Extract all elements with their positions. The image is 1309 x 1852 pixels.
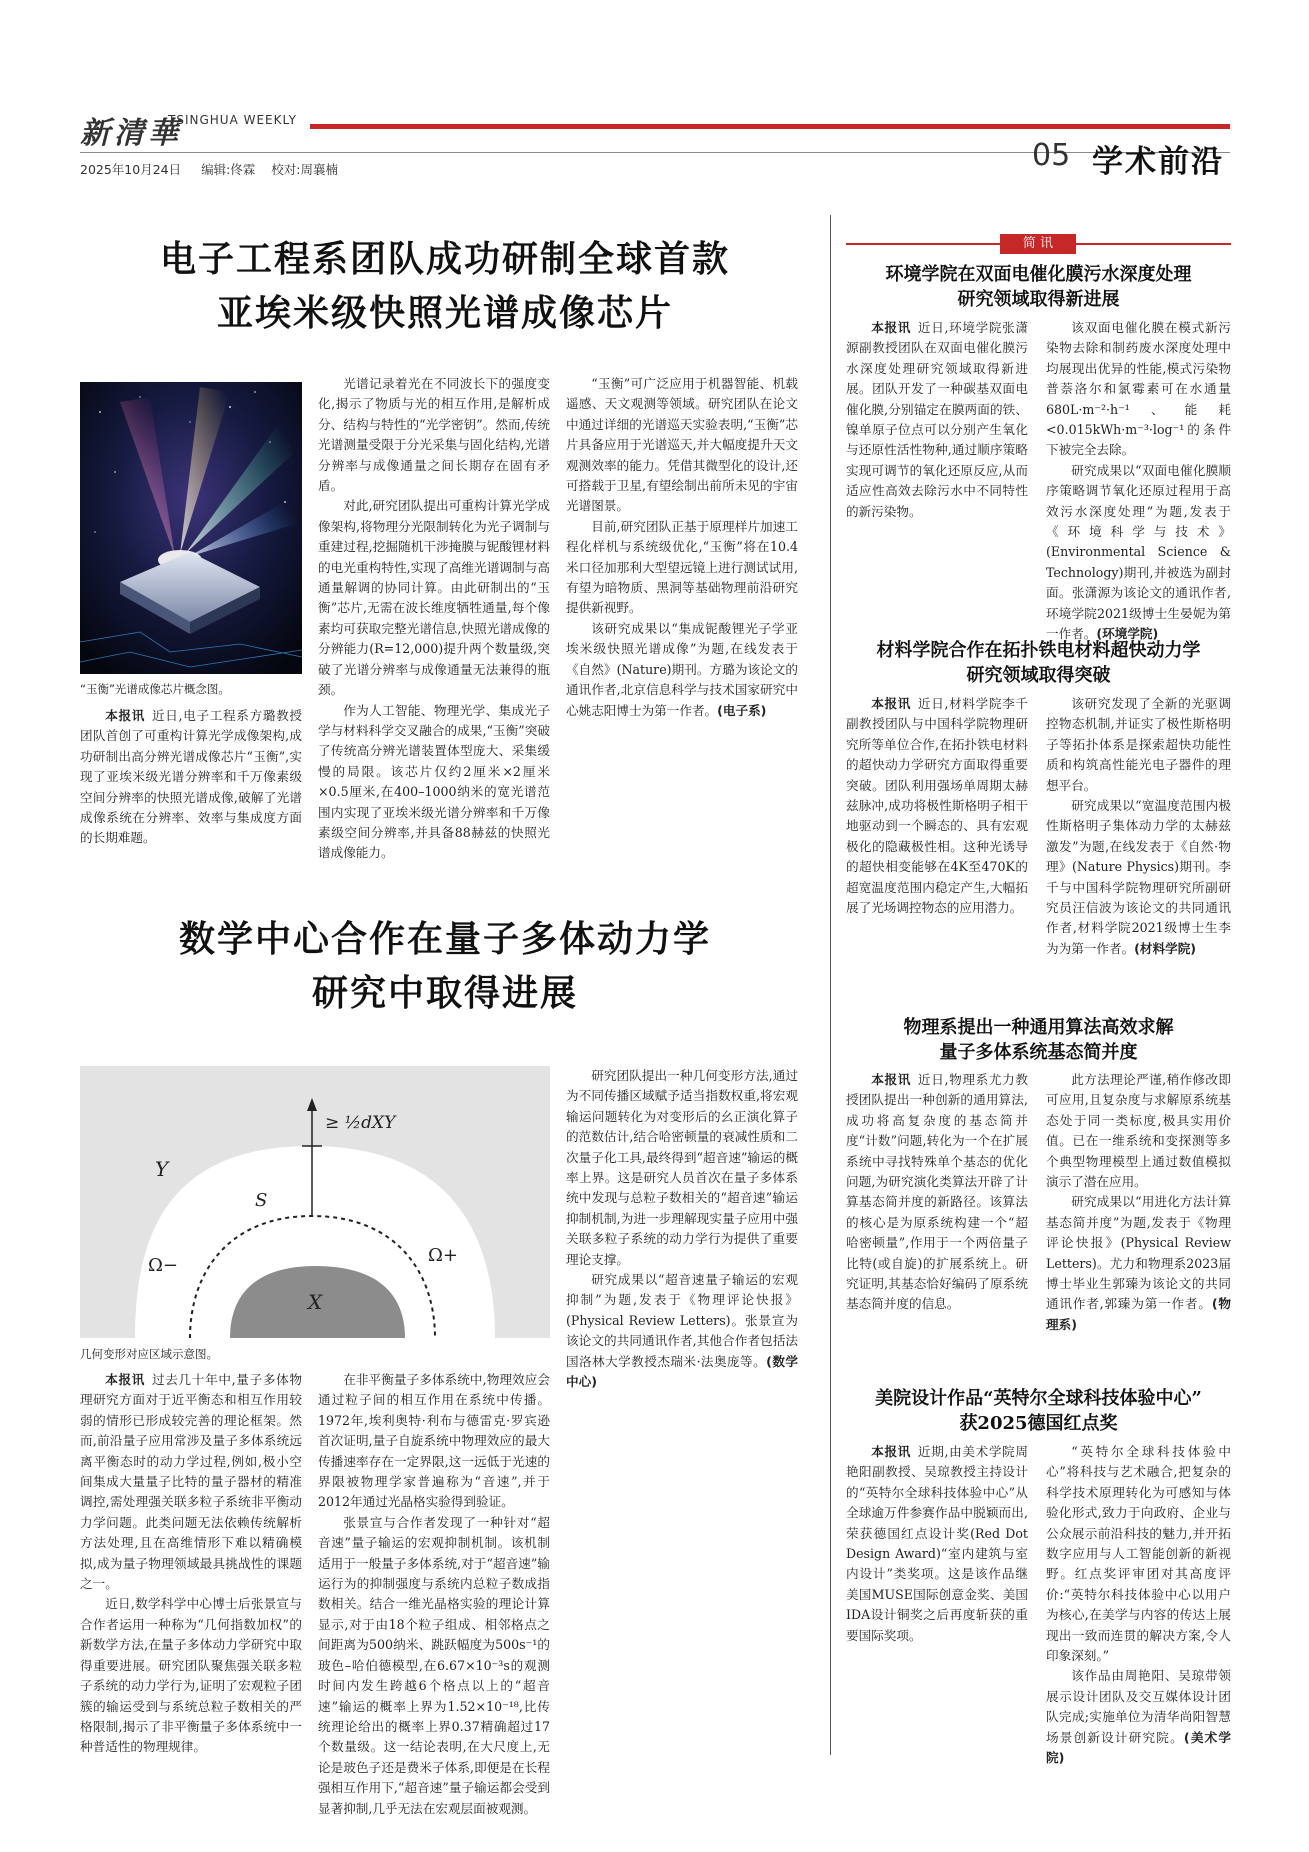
brief2-col1	[846, 694, 1028, 1010]
brief3-title-line2: 量子多体系统基态简并度	[939, 1042, 1138, 1063]
article2-p1: 过去几十年中,量子多体物理研究方面对于近平衡态和相互作用较弱的情形已形成较完善的理论框架。然而,前沿量子应用常涉及量子多体系统远离平衡态时的动力学过程,例如,极小空间集成大量量子比特的量子器材的精准调控,需处理强关联多粒子系统非平衡动力学问题。此类问题无法依赖传统解析方法处理,且在高维情形下难以精确模拟,成为量子物理领域最具挑战性的课题之一。	[80, 1372, 302, 1592]
article1-p4: 作为人工智能、物理光学、集成光子学与材料科学交叉融合的成果,“玉衡”突破了传统高分辨光谱装置体型庞大、采集缓慢的局限。该芯片仅约2厘米×2厘米×0.5厘米,在400–1000纳米的宽光谱范围内实现了亚埃米级光谱分辨率和千万像素级空间分辨率,并具备88赫兹的快照光谱成像能力。	[318, 702, 550, 861]
brief1-col1	[846, 318, 1028, 626]
article1-lead: 本报讯	[105, 708, 146, 723]
brief4-source: (美术学院)	[1046, 1729, 1231, 1766]
geometry-figure	[80, 1066, 550, 1338]
article2-col1	[80, 1370, 302, 1755]
brief4-col2	[1046, 1442, 1231, 1766]
article1-p1: 近日,电子工程系方璐教授团队首创了可重构计算光学成像架构,成功研制出高分辨光谱成像芯片“玉衡”,实现了亚埃米级光谱分辨率和千万像素级空间分辨率的快照光谱成像,破解了光谱成像系统在分辨率、效率与集成度方面的长期难题。	[80, 708, 302, 846]
figure-label-omega-plus: Ω+	[428, 1245, 459, 1266]
masthead-logo: 新清華	[80, 116, 182, 151]
brief1-lead: 本报讯	[871, 320, 911, 335]
column-divider	[830, 215, 831, 1755]
article2-col3	[566, 1066, 798, 1750]
brief1-col2	[1046, 318, 1231, 642]
brief4-title-line1: 美院设计作品“英特尔全球科技体验中心”	[875, 1388, 1202, 1409]
brief3-col2	[1046, 1070, 1231, 1378]
masthead-rule-red	[310, 124, 1230, 129]
briefs-header	[1000, 234, 1076, 254]
article2-p2: 近日,数学科学中心博士后张景宣与合作者运用一种称为“几何指数加权”的新数学方法,在量子多体动力学研究中取得重要进展。研究团队聚焦强关联多粒子系统的动力学行为,证明了宏观粒子团簇的输运受到与系统总粒子数相关的严格限制,揭示了非平衡量子多体系统中一种普适性的物理规律。	[80, 1596, 302, 1755]
brief1-title-line2: 研究领域取得新进展	[957, 289, 1120, 310]
article2-p3: 在非平衡量子多体系统中,物理效应会通过粒子间的相互作用在系统中传播。1972年,埃利奥特·利布与德雷克·罗宾逊首次证明,量子自旋系统中物理效应的最大传播速率存在一定界限,这一远低于光速的界限被物理学家普遍称为“音速”,并于2012年通过光晶格实验得到验证。	[318, 1372, 550, 1510]
article2-title-line2: 研究中取得进展	[311, 972, 578, 1014]
brief2-title	[846, 638, 1231, 688]
figure-label-s: S	[255, 1190, 268, 1211]
article2-p4: 张景宣与合作者发现了一种针对“超音速”量子输运的宏观抑制机制。该机制适用于一般量子多体系统,对于“超音速”输运行为的抑制强度与系统内总粒子数成指数相关。结合一维光晶格实验的理论计算显示,对于由18个粒子组成、相邻格点之间距离为500纳米、跳跃幅度为500s⁻¹的玻色–哈伯德模型,在6.67×10⁻³s的观测时间内发生跨越6个格点以上的“超音速”输运的概率上界为1.52×10⁻¹⁸,比传统理论给出的概率上界0.37精确超过17个数量级。这一结论表明,在大尺度上,无论是玻色子还是费米子体系,即便是在长程强相互作用下,“超音速”量子输运都会受到显著抑制,几乎无法在宏观层面被观测。	[318, 1514, 550, 1816]
brief4-title	[846, 1386, 1231, 1436]
article2-source: (数学中心)	[566, 1353, 798, 1390]
brief1-p1: 近日,环境学院张潇源副教授团队在双面电催化膜污水深度处理研究领域取得新进展。团队开发了一种碳基双面电催化膜,分别锚定在膜两面的铁、镍单原子位点可以分别产生氧化与还原性活性物种,通过顺序策略实现可调节的氧化还原反应,从而适应性高效去除污水中不同特性的新污染物。	[846, 320, 1028, 519]
brief3-title-line1: 物理系提出一种通用算法高效求解	[903, 1017, 1174, 1038]
article1-p3: 对此,研究团队提出可重构计算光学成像架构,将物理分光限制转化为光子调制与重建过程,挖掘随机干涉掩膜与铌酸锂材料的电光重构特性,实现了高维光谱调制与高通量解调的协同计算。由此研制出的“玉衡”芯片,无需在波长维度牺牲通量,每个像素均可获取完整光谱信息,快照光谱成像的分辨能力(R=12,000)提升两个数量级,突破了光谱分辨率与成像通量无法兼得的瓶颈。	[318, 498, 550, 698]
brief2-title-line1: 材料学院合作在拓扑铁电材料超快动力学	[876, 640, 1201, 661]
brief3-title	[846, 1015, 1231, 1065]
masthead-english: TSINGHUA WEEKLY	[168, 113, 297, 127]
brief2-p3: 研究成果以“宽温度范围内极性斯格明子集体动力学的太赫兹激发”为题,在线发表于《自然·物理》(Nature Physics)期刊。李千与中国科学院物理研究所副研究员汪信波为该论文的共同通讯作者,材料学院2021级博士生李为为第一作者。	[1046, 798, 1231, 956]
masthead-proofreader: 校对:周襄楠	[271, 162, 338, 177]
article1-col1	[80, 706, 302, 849]
brief4-p3: 该作品由周艳阳、吴琼带领展示设计团队及交互媒体设计团队完成;实施单位为清华尚阳智慧场景创新设计研究院。	[1046, 1668, 1231, 1745]
article1-title	[80, 232, 810, 340]
brief4-p2: “英特尔全球科技体验中心”将科技与艺术融合,把复杂的科学技术原理转化为可感知与体验化形式,致力于向政府、企业与公众展示前沿科技的魅力,并开拓数字应用与人工智能创新的新视野。红点奖评审团对其高度评价:“英特尔科技体验中心以用户为核心,在美学与内容的传达上展现出一致而连贯的解决方案,令人印象深刻。”	[1046, 1444, 1231, 1664]
brief2-source: (材料学院)	[1134, 940, 1197, 956]
article1-p7: 该研究成果以“集成铌酸锂光子学亚埃米级快照光谱成像”为题,在线发表于《自然》(Nature)期刊。方璐为该论文的通讯作者,北京信息科学与技术国家研究中心姚志阳博士为第一作者。	[566, 620, 798, 718]
article1-col2	[318, 374, 550, 874]
article1-title-line1: 电子工程系团队成功研制全球首款	[159, 238, 730, 280]
brief2-p1: 近日,材料学院李千副教授团队与中国科学院物理研究所等单位合作,在拓扑铁电材料的超快动力学研究方面取得重要突破。团队利用强场单周期太赫兹脉冲,成功将极性斯格明子相干地驱动到一个瞬态的、具有宏观极化的隐藏极性相。这种光诱导的超快相变能够在4K至470K的超宽温度范围内稳定产生,大幅拓展了光场调控物态的应用潜力。	[846, 696, 1028, 916]
brief1-p3: 研究成果以“双面电催化膜顺序策略调节氧化还原过程用于高效污水深度处理”为题,发表于《环境科学与技术》(Environmental Science & Technology)期刊,并被选为副封面。张潇源为该论文的通讯作者,环境学院2021级博士生晏妮为第一作者。	[1046, 462, 1231, 642]
brief2-lead: 本报讯	[871, 696, 911, 711]
brief2-p2: 该研究发现了全新的光驱调控物态机制,并证实了极性斯格明子等拓扑体系是探索超快功能性质和构筑高性能光电子器件的理想平台。	[1046, 696, 1231, 793]
article2-col2	[318, 1370, 550, 1816]
brief1-title	[846, 262, 1231, 312]
figure-label-x: X	[308, 1290, 323, 1314]
brief4-lead: 本报讯	[871, 1444, 911, 1459]
section-name: 学术前沿	[1092, 144, 1224, 180]
brief3-source: (物理系)	[1046, 1296, 1231, 1332]
brief3-p1: 近日,物理系尤力教授团队提出一种创新的通用算法,成功将高复杂度的基态简并度“计数”问题,转化为一个在扩展系统中寻找特殊单个基态的优化问题,为研究演化类算法开辟了计算基态简并度的新路径。该算法的核心是为原系统构建一个“超哈密顿量”,作用于一个两倍量子比特(或自旋)的扩展系统上。研究证明,其基态恰好编码了原系统基态简并度的信息。	[846, 1072, 1028, 1312]
brief3-p2: 此方法理论严谨,稍作修改即可应用,且复杂度与求解原系统基态处于同一类标度,极具实用价值。已在一维系统和变探测等多个典型物理模型上通过数值模拟演示了潜在应用。	[1046, 1072, 1231, 1190]
article2-image-caption: 几何变形对应区域示意图。	[80, 1347, 218, 1361]
figure-label-bound: ≥ ½dXY	[325, 1113, 396, 1133]
masthead	[0, 0, 1309, 180]
brief1-title-line1: 环境学院在双面电催化膜污水深度处理	[885, 264, 1192, 285]
article2-lead: 本报讯	[105, 1372, 146, 1387]
masthead-info	[80, 160, 338, 178]
article2-title	[80, 912, 810, 1020]
article1-p5: “玉衡”可广泛应用于机器智能、机载遥感、天文观测等领域。研究团队在论文中通过详细的光谱巡天实验表明,“玉衡”芯片具备应用于光谱巡天,并大幅度提升天文观测效率的能力。凭借其微型化的设计,还可搭载于卫星,有望绘制出前所未见的宇宙光谱图景。	[566, 376, 798, 514]
brief4-p1: 近期,由美术学院周艳阳副教授、吴琼教授主持设计的“英特尔全球科技体验中心”从全球逾万件参赛作品中脱颖而出,荣获德国红点设计奖(Red Dot Design Award)“室内建筑与室内设计”类奖项。这是该作品继美国MUSE国际创意金奖、美国IDA设计铜奖之后再度斩获的重要国际奖项。	[846, 1444, 1028, 1643]
brief2-col2	[1046, 694, 1231, 1010]
brief3-p3: 研究成果以“用进化方法计算基态简并度”为题,发表于《物理评论快报》(Physical Review Letters)。尤力和物理系2023届博士毕业生郭臻为该论文的共同通讯作者,郭臻为第一作者。	[1046, 1194, 1231, 1312]
article1-col3	[566, 374, 798, 884]
brief1-p2: 该双面电催化膜在模式新污染物去除和制药废水深度处理中均展现出优异的性能,模式污染物普萘洛尔和氯霉素可在水通量680L·m⁻²·h⁻¹、能耗<0.015kWh·m⁻³·log⁻¹的条件下被完全去除。	[1046, 320, 1231, 458]
page-number: 05	[1032, 138, 1071, 173]
article2-p6: 研究成果以“超音速量子输运的宏观抑制”为题,发表于《物理评论快报》(Physical Review Letters)。张景宣为该论文的共同通讯作者,其他合作者包括法国洛林大学教授杰瑞米·法奥庞等。	[566, 1272, 798, 1369]
brief2-title-line2: 研究领域取得突破	[966, 665, 1111, 686]
article1-p6: 目前,研究团队正基于原理样片加速工程化样机与系统级优化,“玉衡”将在10.4米口径加那利大型望远镜上进行测试试用,有望为暗物质、黑洞等基础物理前沿研究提供新视野。	[566, 518, 798, 616]
chip-concept-image	[80, 382, 302, 674]
article1-image-caption: “玉衡”光谱成像芯片概念图。	[80, 682, 230, 696]
article1-title-line2: 亚埃米级快照光谱成像芯片	[216, 292, 673, 334]
article2-title-line1: 数学中心合作在量子多体动力学	[178, 918, 711, 960]
figure-label-y: Y	[155, 1157, 169, 1181]
article1-p2: 光谱记录着光在不同波长下的强度变化,揭示了物质与光的相互作用,是解析成分、结构与特性的“光学密钥”。然而,传统光谱测量受限于分光采集与固化结构,光谱分辨率与成像通量之间长期存在固有矛盾。	[318, 376, 550, 494]
brief3-col1	[846, 1070, 1028, 1378]
masthead-editor: 编辑:佟霖	[201, 162, 256, 177]
brief4-title-line2: 获2025德国红点奖	[959, 1413, 1118, 1434]
article1-source: (电子系)	[717, 702, 767, 718]
brief3-lead: 本报讯	[871, 1072, 911, 1087]
masthead-date: 2025年10月24日	[80, 162, 182, 177]
briefs-header-label: 简 讯	[1022, 236, 1054, 251]
article2-p5: 研究团队提出一种几何变形方法,通过为不同传播区域赋予适当指数权重,将宏观输运问题转化为对变形后的幺正演化算子的范数估计,结合哈密顿量的衰减性质和二次量子化工具,最终得到“超音速”输运的概率上界。这是研究人员首次在量子多体系统中发现与总粒子数相关的“超音速”输运抑制机制,为进一步理解现实量子应用中强关联多粒子系统的动力学行为提供了重要理论支撑。	[566, 1068, 798, 1267]
figure-label-omega-minus: Ω−	[148, 1255, 179, 1276]
brief4-col1	[846, 1442, 1028, 1752]
brief1-source: (环境学院)	[1096, 626, 1159, 642]
